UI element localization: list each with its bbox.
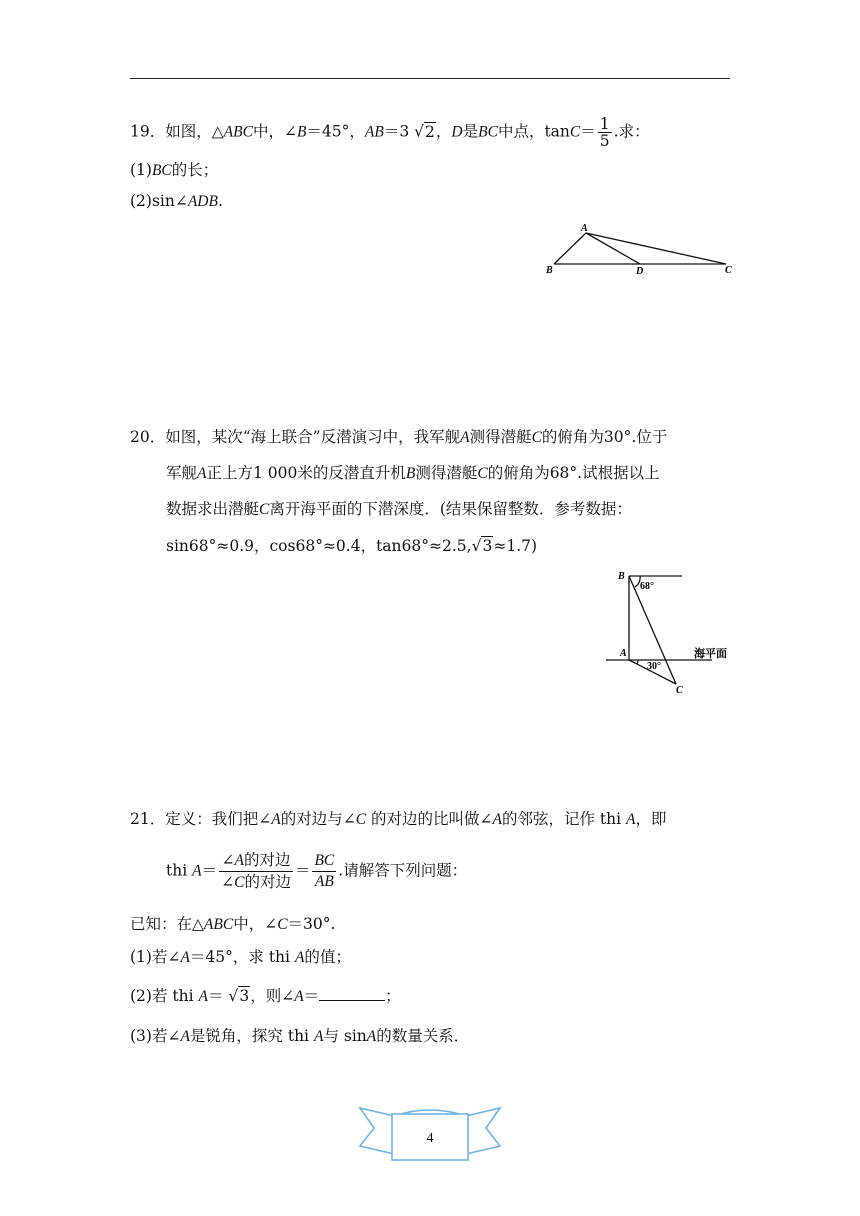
- answer-blank[interactable]: [319, 986, 385, 1001]
- text: ，: [435, 122, 452, 141]
- text: ＝: [580, 122, 596, 141]
- var: D: [451, 123, 463, 141]
- q19-part1: (1)BC的长；: [130, 161, 219, 179]
- q21-known: 已知：在△ABC中，∠C＝30°.: [130, 915, 336, 933]
- q20-line4: sin68°≈0.9，cos68°≈0.4，tan68°≈2.5,√3≈1.7): [166, 537, 538, 555]
- var: C: [569, 123, 581, 141]
- q19-figure: [540, 222, 740, 278]
- page-number: 4: [426, 1131, 434, 1146]
- angle-30-label: 30°: [647, 661, 661, 672]
- text: ＝45°，: [306, 122, 365, 141]
- fraction-sides: $\frac{BC}{AB}$: [314, 852, 335, 890]
- fraction-angles: $\frac{\text{∠A的对边}}{\text{∠C的对边}}$: [221, 851, 291, 891]
- sqrt: √3: [228, 987, 250, 1005]
- q20-line2: 军舰A正上方1 000米的反潜直升机B测得潜艇C的俯角为68°.试根据以上: [166, 464, 660, 482]
- label-d: D: [636, 266, 644, 277]
- q20-line3: 数据求出潜艇C离开海平面的下潜深度．(结果保留整数．参考数据：: [166, 500, 632, 518]
- label-b: B: [618, 571, 625, 582]
- text: .求：: [613, 122, 650, 141]
- q20-line1: 20．如图，某次“海上联合”反潜演习中，我军舰A测得潜艇C的俯角为30°.位于: [130, 428, 668, 446]
- var: B: [296, 123, 307, 141]
- label-b: B: [546, 265, 553, 276]
- label-a: A: [620, 648, 627, 659]
- sqrt: √2: [414, 122, 435, 141]
- var: ABC: [223, 123, 253, 141]
- fraction: $\frac{1}{5}$: [599, 115, 610, 150]
- q21-definition: thi A＝ $\frac{\text{∠A的对边}}{\text{∠C的对边}}$ ＝ $\frac{BC}{AB}$ .请解答下列问题：: [166, 851, 468, 891]
- q21-line1: 21．定义：我们把∠A的对边与∠C 的对边的比叫做∠A的邻弦，记作 thi A，即: [130, 810, 667, 828]
- q21-part2: (2)若 thi A＝ √3，则∠A＝ ；: [130, 987, 401, 1005]
- label-a: A: [581, 223, 588, 234]
- text: 是: [462, 122, 479, 141]
- page-number-ribbon: [356, 1102, 504, 1164]
- text: 如图，△: [165, 122, 224, 141]
- text: ＝3: [383, 122, 410, 141]
- var: AB: [364, 123, 384, 141]
- q19-stem: [130, 116, 650, 149]
- label-c: C: [676, 685, 683, 696]
- q21-part1: (1)若∠A＝45°，求 thi A的值；: [130, 948, 351, 966]
- label-c: C: [725, 265, 732, 276]
- q19-part2: (2)sin∠ADB.: [130, 192, 223, 210]
- sqrt: √3: [471, 537, 493, 555]
- q20-figure: [600, 566, 740, 698]
- text: 中，∠: [252, 122, 297, 141]
- q21-part3: (3)若∠A是锐角，探究 thi A与 sinA的数量关系．: [130, 1027, 470, 1045]
- question-number: 19．: [130, 122, 166, 141]
- var: BC: [478, 123, 498, 141]
- text: 中点，tan: [497, 122, 570, 141]
- header-rule: [130, 78, 730, 79]
- angle-68-label: 68°: [640, 581, 654, 592]
- sea-level-label: 海平面: [694, 648, 727, 660]
